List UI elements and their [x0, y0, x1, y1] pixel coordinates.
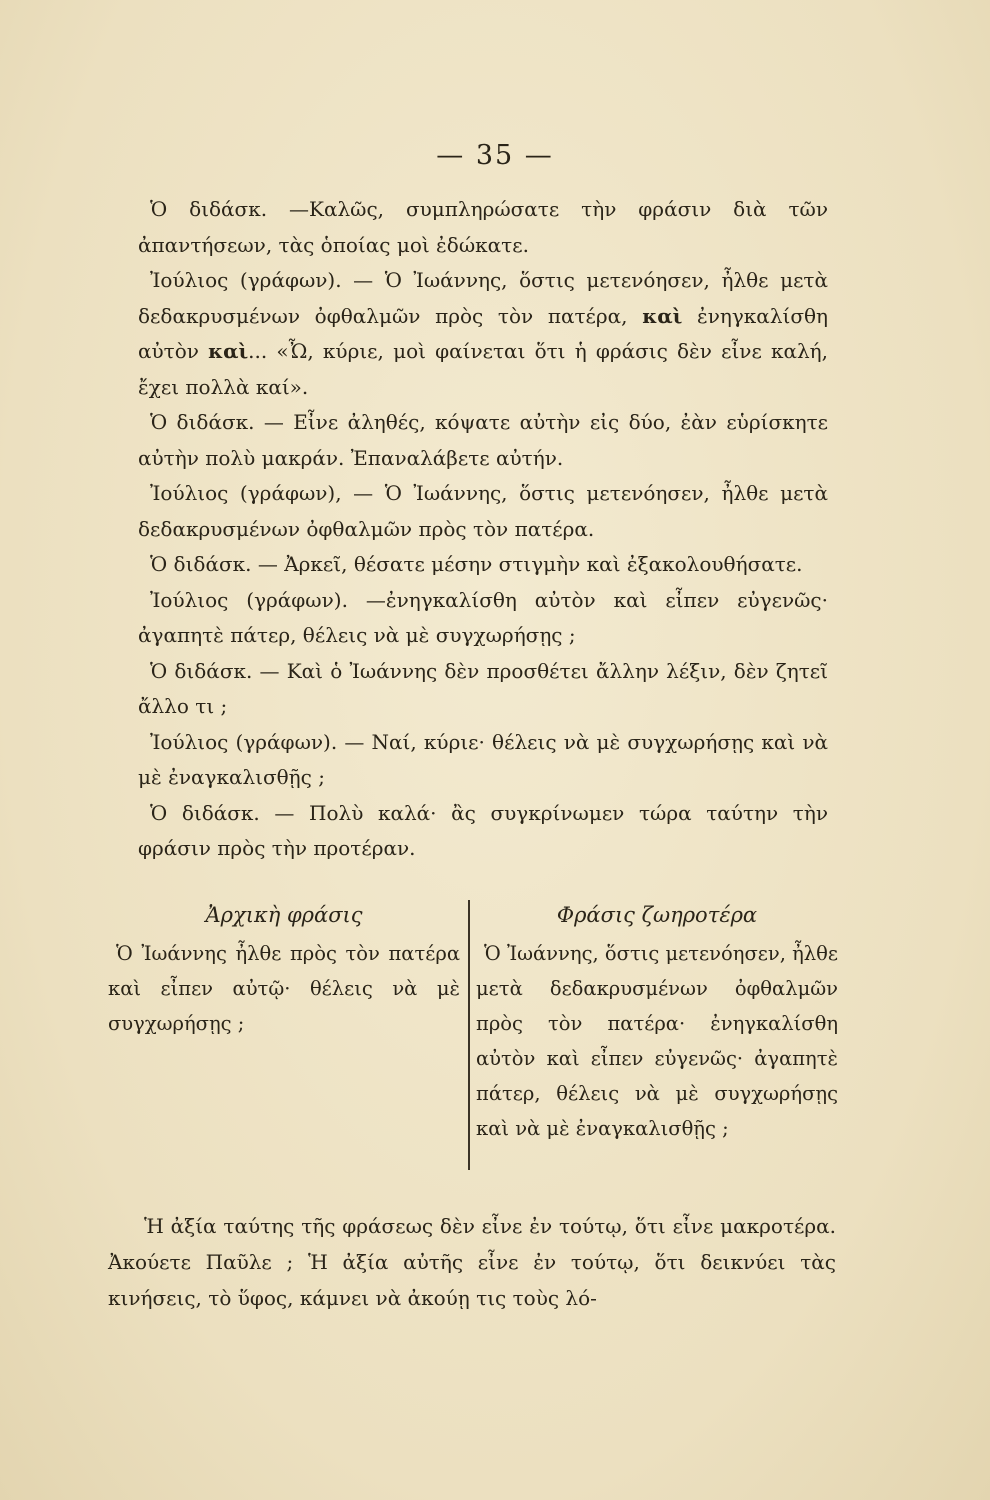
paragraph-6 [138, 583, 828, 654]
bold-word: καὶ [208, 339, 249, 363]
line: — Ναί, κύριε· θέλεις νὰ μὲ συγχωρήσῃς καὶ νὰ μὲ ἐναγκαλισθῇς ; [138, 729, 829, 789]
line: — Ἀρκεῖ, θέσατε μέσην στιγμὴν καὶ ἐξακολουθήσατε. [257, 552, 803, 576]
paragraph-1 [138, 192, 828, 263]
line: ... «Ὦ, κύριε, μοὶ φαίνεται ὅτι ἡ φράσις δὲν εἶνε καλή, ἔχει πολλὰ καί». [138, 339, 828, 399]
line: — Ὁ Ἰωάννης, ὅστις μετενόησεν, ἦλθε μετὰ δεδακρυσμένων ὀφθαλμῶν πρὸς τὸν πατέρα. [138, 481, 828, 541]
line: ἐνηγκαλίσθη αὐτὸν [138, 303, 829, 363]
line: — Εἶνε ἀληθές, κόψατε αὐτὴν εἰς δύο, ἐὰν εὑρίσκητε αὐτὴν πολὺ μακράν. Ἐπαναλάβετε αὐτήν. [138, 410, 828, 470]
paragraph-7 [138, 654, 828, 725]
original-sentence-column [108, 900, 460, 1041]
closing-text [108, 1208, 836, 1316]
paragraph-4 [138, 476, 828, 547]
dialogue-text [138, 192, 828, 867]
paragraph-2 [138, 263, 828, 405]
speaker: Ὁ διδάσκ. [150, 658, 253, 683]
paragraph-8 [138, 725, 828, 796]
paragraph-9 [138, 796, 828, 867]
bold-word: καὶ [642, 303, 683, 328]
speaker: Ἰούλιος (γράφων). [150, 587, 348, 612]
speaker: Ὁ διδάσκ. [150, 800, 260, 825]
speaker: Ἰούλιος (γράφων). [150, 729, 338, 754]
line: —ἐνηγκαλίσθη αὐτὸν καὶ εἶπεν εὐγενῶς· ἀγαπητὲ πάτερ, θέλεις νὰ μὲ συγχωρήσῃς ; [138, 587, 828, 647]
column-heading: Ἀρχικὴ φράσις [205, 903, 363, 927]
line: — Πολὺ καλά· ἂς συγκρίνωμεν τώρα ταύτην τὴν φράσιν πρὸς τὴν προτέραν. [138, 800, 829, 860]
closing-paragraph: Ἡ ἀξία ταύτης τῆς φράσεως δὲν εἶνε ἐν τούτῳ, ὅτι εἶνε μακροτέρα. Ἀκούετε Παῦλε ; Ἡ ἀξία αὐτῆς εἶνε ἐν τούτῳ, ὅτι δεικνύει τὰς κινήσεις, τὸ ὕφος, κάμνει νὰ ἀκούῃ τις τοὺς λό- [108, 1214, 836, 1310]
page-number: — 35 — [436, 140, 554, 171]
column-heading: Φράσις ζωηροτέρα [556, 903, 758, 927]
speaker: Ἰούλιος (γράφων), [150, 481, 342, 505]
line: — Ὁ Ἰωάννης, ὅστις μετενόησεν, ἦλθε μετὰ δεδακρυσμένων ὀφθαλμῶν πρὸς τὸν πατέρα, [138, 268, 828, 328]
livelier-sentence-column [468, 900, 838, 1170]
speaker: Ὁ διδάσκ. [150, 410, 255, 434]
column-text: Ὁ Ἰωάννης ἦλθε πρὸς τὸν πατέρα καὶ εἶπεν αὐτῷ· θέλεις νὰ μὲ συγχωρήσῃς ; [108, 942, 460, 1035]
line: — Καὶ ὁ Ἰωάννης δὲν προσθέτει ἄλλην λέξιν, δὲν ζητεῖ ἄλλο τι ; [138, 658, 828, 718]
speaker: Ὁ διδάσκ. [150, 197, 268, 221]
paragraph-5 [138, 547, 828, 583]
comparison-columns [108, 900, 838, 1175]
line: —Καλῶς, συμπληρώσατε τὴν φράσιν διὰ τῶν ἀπαντήσεων, τὰς ὁποίας μοὶ ἐδώκατε. [138, 197, 829, 257]
speaker: Ὁ διδάσκ. [150, 552, 252, 576]
speaker: Ἰούλιος (γράφων). [150, 268, 342, 292]
paragraph-3 [138, 405, 828, 476]
column-text: Ὁ Ἰωάννης, ὅστις μετενόησεν, ἦλθε μετὰ δεδακρυσμένων ὀφθαλμῶν πρὸς τὸν πατέρα· ἐνηγκαλίσθη αὐτὸν καὶ εἶπεν εὐγενῶς· ἀγαπητὲ πάτερ, θέλεις νὰ μὲ συγχωρήσῃς καὶ νὰ μὲ ἐναγκαλισθῇς ; [476, 942, 838, 1140]
